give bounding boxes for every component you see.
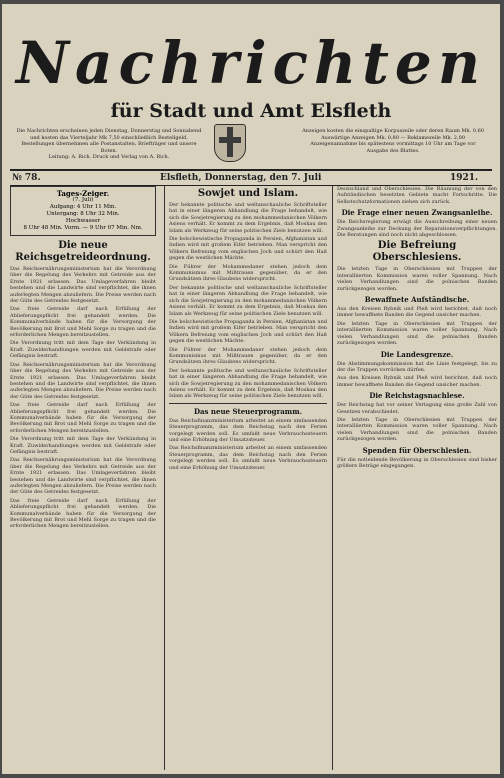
article-paragraph: Die bolschewistische Propaganda in Persien, Afghanistan und Indien wird mit großem Eifer betrieben. Man verspricht den Völkern Befreiung vom englischen Joch und schürt den Haß gegen die westlichen Mächte.	[169, 236, 327, 262]
box-date: (7. Juli)	[72, 197, 94, 203]
article-paragraph: Die Verordnung tritt mit dem Tage der Verkündung in Kraft. Zuwiderhandlungen werden mit Geldstrafe oder Gefängnis bestraft.	[10, 340, 156, 360]
coat-of-arms-icon	[214, 124, 246, 162]
article-headline: Die neue Reichsgetreideordnung.	[15, 240, 151, 263]
newspaper-page	[2, 4, 500, 774]
info-line: Anzeigenannahme bis spätestens vormittags 10 Uhr am Tage vor	[310, 141, 476, 148]
advertising-info	[298, 128, 488, 154]
issue-number: № 78.	[12, 173, 41, 183]
article-paragraph: Das Reichsfinanzministerium arbeitet an einem umfassenden Steuerprogramm, das dem Reichstag nach den Ferien vorgelegt werden soll. Es umfaßt neue Verbrauchssteuern und eine Erhöhung der Umsatzsteuer.	[169, 417, 327, 443]
article-paragraph: Der bekannte politische und weltanschauliche Schriftsteller hat in einer längeren Abhandlung die Frage behandelt, wie sich die Sowjetregierung zu den mohammedanischen Völkern Asiens verhält. Er kommt zu dem Ergebnis, daß Moskau den Islam als Werkzeug für seine politischen Ziele benutzen will.	[169, 202, 327, 234]
article-paragraph: Der bekannte politische und weltanschauliche Schriftsteller hat in einer längeren Abhandlung die Frage behandelt, wie sich die Sowjetregierung zu den mohammedanischen Völkern Asiens verhält. Er kommt zu dem Ergebnis, daß Moskau den Islam als Werkzeug für seine politischen Ziele benutzen will.	[169, 284, 327, 317]
publication-info	[14, 128, 204, 161]
newspaper-subtitle: für Stadt und Amt Elsfleth	[110, 100, 392, 122]
article-paragraph: Die Führer der Mohammedaner stehen jedoch dem Kommunismus mit Mißtrauen gegenüber, da er den Grundsätzen ihres Glaubens widerspricht.	[169, 346, 327, 366]
article-paragraph: Der Reichstag hat vor seiner Vertagung eine große Zahl von Gesetzen verabschiedet.	[337, 402, 497, 415]
info-line: Bestellungen übernehmen alle Postanstalten, Briefträger und unsere Boten.	[21, 141, 197, 154]
article-paragraph: Das Reichsernährungsministerium hat die Verordnung über die Regelung des Verkehrs mit Getreide aus der Ernte 1921 erlassen. Das Umlageverfahren bleibt bestehen und die Landwirte sind verpflichtet, die ihnen auferlegten Mengen abzuliefern. Die Preise werden nach der Güte des Getreides festgesetzt.	[10, 361, 156, 400]
info-line: Ausgabe des Blattes.	[366, 147, 420, 154]
article-paragraph: Der bekannte politische und weltanschauliche Schriftsteller hat in einer längeren Abhandlung die Frage behandelt, wie sich die Sowjetregierung zu den mohammedanischen Völkern Asiens verhält. Er kommt zu dem Ergebnis, daß Moskau den Islam als Werkzeug für seine politischen Ziele benutzen will.	[169, 367, 327, 400]
article-paragraph: Das freie Getreide darf nach Erfüllung der Ablieferungspflicht frei gehandelt werden. Die Kommunalverbände haben für die Versorgung der Bevölkerung mit Brot und Mehl Sorge zu tragen und die erforderlichen Mengen bereitzustellen.	[10, 306, 156, 339]
article-paragraph: Das Reichsernährungsministerium hat die Verordnung über die Regelung des Verkehrs mit Getreide aus der Ernte 1921 erlassen. Das Umlageverfahren bleibt bestehen und die Landwirte sind verpflichtet, die ihnen auferlegten Mengen abzuliefern. Die Preise werden nach der Güte des Getreides festgesetzt.	[10, 266, 156, 305]
article-subheadline: Spenden für Oberschlesien.	[362, 445, 472, 455]
info-line: Auswärtige Anzeigen Mk. 0,80 — Reklamezeile Mk. 2,00	[321, 134, 465, 141]
info-line: Leitung: A. Rich. Druck und Verlag von A. Rich.	[48, 154, 170, 161]
article-headline: Die Frage einer neuen Zwangsanleihe.	[341, 208, 493, 218]
info-line: Anzeigen kosten die einspaltige Korpuszeile oder deren Raum Mk. 0,60	[302, 128, 484, 134]
issue-date: Elsfleth, Donnerstag, den 7. Juli	[160, 173, 322, 183]
article-subheadline: Bewaffnete Aufständische.	[364, 295, 470, 305]
article-paragraph: Deutschland und Oberschlesien. Die Räumung der von den Aufständischen besetzten Gebiete macht Fortschritte. Die Selbstschutzformationen ziehen sich zurück.	[337, 186, 497, 205]
divider	[169, 403, 327, 404]
column-1	[10, 186, 156, 770]
masthead	[2, 29, 500, 102]
article-paragraph: Die letzten Tage in Oberschlesien mit Truppen der interalliierten Kommission waren voller Spannung. Nach vielen Verhandlungen sind die polnischen Banden zurückgezogen worden.	[337, 266, 497, 292]
article-paragraph: Das freie Getreide darf nach Erfüllung der Ablieferungspflicht frei gehandelt werden. Die Kommunalverbände haben für die Versorgung der Bevölkerung mit Brot und Mehl Sorge zu tragen und die erforderlichen Mengen bereitzustellen.	[10, 497, 156, 530]
column-3	[332, 186, 497, 770]
article-paragraph: Für die notleidende Bevölkerung in Oberschlesien sind bisher größere Beträge eingegangen.	[337, 456, 497, 469]
article-paragraph: Aus den Kreisen Rybnik und Pleß wird berichtet, daß noch immer bewaffnete Banden die Gegend unsicher machen.	[337, 375, 497, 388]
article-paragraph: Das Reichsernährungsministerium hat die Verordnung über die Regelung des Verkehrs mit Getreide aus der Ernte 1921 erlassen. Das Umlageverfahren bleibt bestehen und die Landwirte sind verpflichtet, die ihnen auferlegten Mengen abzuliefern. Die Preise werden nach der Güte des Getreides festgesetzt.	[10, 457, 156, 496]
article-paragraph: Aus den Kreisen Rybnik und Pleß wird berichtet, daß noch immer bewaffnete Banden die Gegend unsicher machen.	[337, 306, 497, 319]
daily-pointer-box	[10, 186, 156, 236]
article-paragraph: Die bolschewistische Propaganda in Persien, Afghanistan und Indien wird mit großem Eifer betrieben. Man verspricht den Völkern Befreiung vom englischen Joch und schürt den Haß gegen die westlichen Mächte.	[169, 318, 327, 345]
column-2	[164, 186, 327, 770]
article-paragraph: Die Führer der Mohammedaner stehen jedoch dem Kommunismus mit Mißtrauen gegenüber, da er den Grundsätzen ihres Glaubens widerspricht.	[169, 263, 327, 283]
article-headline: Sowjet und Islam.	[197, 188, 299, 199]
article-subheadline: Die Landesgrenze.	[380, 349, 454, 359]
issue-year: 1921.	[450, 173, 479, 183]
article-headline: Die Befreiung Oberschlesiens.	[372, 240, 462, 264]
info-line: Die Nachrichten erscheinen jeden Dienstag, Donnerstag und Sonnabend	[16, 128, 202, 134]
box-title: Tages-Zeiger.	[56, 189, 110, 198]
article-paragraph: Die letzten Tage in Oberschlesien mit Truppen der interalliierten Kommission waren voller Spannung. Nach vielen Verhandlungen sind die polnischen Banden zurückgezogen worden.	[337, 416, 497, 443]
article-headline: Das neue Steuerprogramm.	[193, 406, 303, 416]
box-line: Aufgang: 4 Uhr 11 Min.	[49, 204, 117, 210]
box-line: Untergang: 8 Uhr 32 Min.	[46, 211, 120, 217]
info-line: und kosten das Vierteljahr Mk 7,50 einschließlich Bestellgeld.	[30, 134, 188, 141]
dateline	[10, 169, 492, 186]
article-paragraph: Die letzten Tage in Oberschlesien mit Truppen der interalliierten Kommission waren voller Spannung. Nach vielen Verhandlungen sind die polnischen Banden zurückgezogen worden.	[337, 320, 497, 347]
box-line: 8 Uhr 48 Min. Vorm. — 9 Uhr 07 Min. Nm.	[23, 225, 143, 231]
article-paragraph: Die Verordnung tritt mit dem Tage der Verkündung in Kraft. Zuwiderhandlungen werden mit Geldstrafe oder Gefängnis bestraft.	[10, 436, 156, 455]
article-paragraph: Die Abstimmungskommission hat die Linie festgelegt, bis zu der die Truppen vorrücken dürfen.	[337, 360, 497, 373]
article-paragraph: Das freie Getreide darf nach Erfüllung der Ablieferungspflicht frei gehandelt werden. Die Kommunalverbände haben für die Versorgung der Bevölkerung mit Brot und Mehl Sorge zu tragen und die erforderlichen Mengen bereitzustellen.	[10, 402, 156, 434]
box-line: Hochwasser	[65, 218, 101, 224]
newspaper-title: Nachrichten	[15, 29, 487, 97]
article-subheadline: Die Reichstagsnachlese.	[369, 391, 465, 401]
article-paragraph: Die Reichsregierung erwägt die Ausschreibung einer neuen Zwangsanleihe zur Deckung der Reparationsverpflichtungen. Die Beratungen sind noch nicht abgeschlossen.	[337, 219, 497, 239]
article-paragraph: Das Reichsfinanzministerium arbeitet an einem umfassenden Steuerprogramm, das dem Reichstag nach den Ferien vorgelegt werden soll. Es umfaßt neue Verbrauchssteuern und eine Erhöhung der Umsatzsteuer.	[169, 445, 327, 471]
